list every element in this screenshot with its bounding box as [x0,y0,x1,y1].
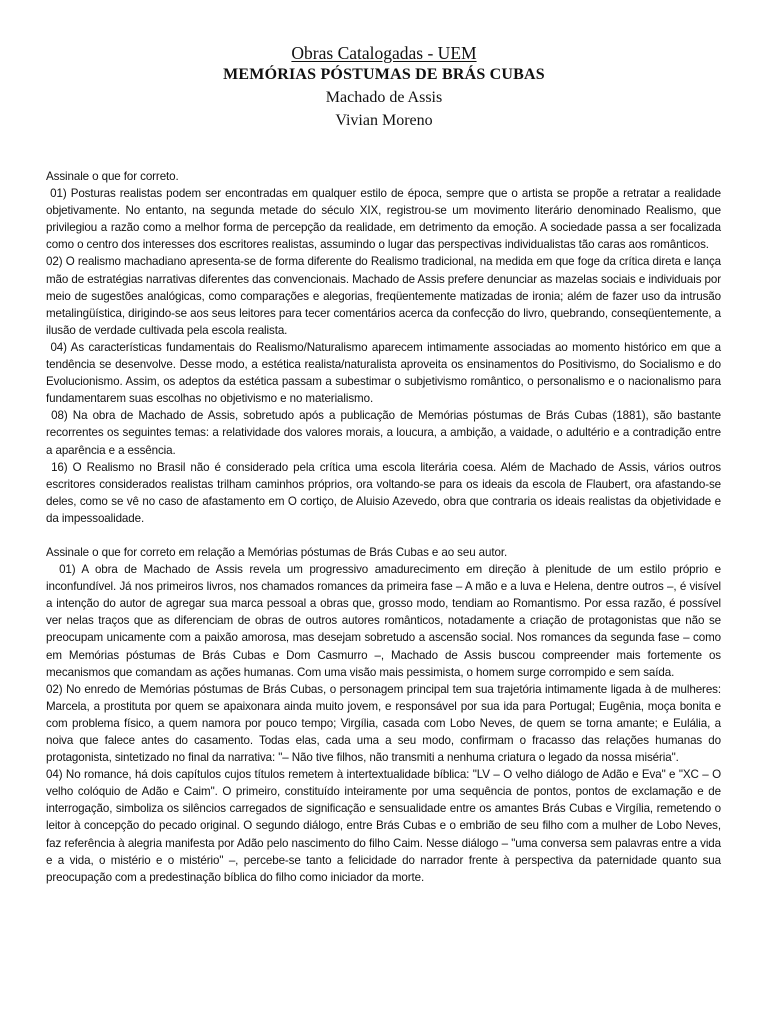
document-body [46,168,725,886]
question-1-prompt: Assinale o que for correto. [46,170,179,183]
question-1-item-08: 08) Na obra de Machado de Assis, sobretudo após a publicação de Memórias póstumas de Brás Cubas (1881), são bastante recorrentes os seguintes temas: a relatividade dos valores morais, a loucura, a ambição, a vaidade, o adultério e a contradição entre a aparência e a essência. [46,409,725,457]
question-1-item-16: 16) O Realismo no Brasil não é considerado pela crítica uma escola literária coesa. Além de Machado de Assis, vários outros escritores considerados realistas trilham caminhos próprios, ora voltando-se para os ideais da escola de Flaubert, ora afastando-se deles, como se vê no caso de afastamento em O cortiço, de Aluisio Azevedo, obra que contraria os ideais realistas da objetividade e da impessoalidade. [46,460,725,525]
question-2-item-01: 01) A obra de Machado de Assis revela um progressivo amadurecimento em direção à plenitude de um estilo próprio e inconfundível. Já nos primeiros livros, nos chamados romances da primeira fase – A mão e a luva e Helena, dentre outros –, é visível a intenção do autor de agregar sua marca pessoal a obras que, grosso modo, tendiam ao Romantismo. Por essa razão, é possível ver nelas traços que as diferenciam de obras de outros autores românticos, notadamente a criação de protagonistas que não se preocupam unicamente com a paixão amorosa, mas desejam sobretudo a ascensão social. Nos romances da segunda fase – como em Memórias póstumas de Brás Cubas e Dom Casmurro –, Machado de Assis buscou compreender mais fortemente os mecanismos que comandam as ações humanas. Com uma visão mais pessimista, o homem surge corrompido e sem saída. [46,563,725,679]
document-header [0,42,768,132]
question-1-item-01: 01) Posturas realistas podem ser encontradas em qualquer estilo de época, sempre que o artista se propõe a retratar a realidade objetivamente. No entanto, na segunda metade do século XIX, registrou-se um movimento literário denominado Realismo, que privilegiou a razão como a melhor forma de percepção da realidade, em detrimento da emoção. A sociedade passa a ser focalizada como o centro dos interesses dos escritores realistas, assumindo o lugar das perspectivas individualistas tão caras aos românticos. [46,187,725,252]
question-1-item-04: 04) As características fundamentais do Realismo/Naturalismo aparecem intimamente associadas ao momento histórico em que a tendência se desenvolve. Desse modo, a estética realista/naturalista aproveita os ensinamentos do Positivismo, do Socialismo e do Evolucionismo. Assim, os adeptos da estética passam a subestimar o subjetivismo romântico, o personalismo e o nacionalismo para fundamentarem suas escolhas no objetivismo e no materialismo. [46,340,725,406]
question-2 [46,544,725,886]
question-2-item-02: 02) No enredo de Memórias póstumas de Brás Cubas, o personagem principal tem sua trajetória intimamente ligada à de mulheres: Marcela, a prostituta por quem se apaixonara ainda muito jovem, e responsável por sua ida para Portugal; Eugênia, moça bonita e com problema físico, a quem namora por pouco tempo; Virgília, casada com Lobo Neves, de quem se torna amante; e Eulália, a noiva que falece antes do casamento. Todas elas, cada uma a seu modo, confirmam o fracasso das relações humanas do protagonista, sintetizado no final da narrativa: "– Não tive filhos, não transmiti a nenhuma criatura o legado da nossa miséria". [46,682,721,765]
question-1-item-02: 02) O realismo machadiano apresenta-se de forma diferente do Realismo tradicional, na medida em que foge da crítica direta e lança mão de estratégias narrativas diferentes das convencionais. Machado de Assis prefere denunciar as mazelas sociais e individuais por meio de sugestões analógicas, como comparações e alegorias, freqüentemente matizadas de ironia; além de fazer uso da intrusão metalingüística, dirigindo-se aos seus leitores para tecer comentários acerca da confecção do livro, quebrando, conseqüentemente, a ilusão de verdade cultivada pela escola realista. [46,255,721,337]
header-compiler: Vivian Moreno [335,112,433,129]
section-spacer [46,527,721,544]
question-1 [46,168,725,527]
header-author: Machado de Assis [325,89,443,106]
question-2-item-04: 04) No romance, há dois capítulos cujos títulos remetem à intertextualidade bíblica: "LV – O velho diálogo de Adão e Eva" e "XC – O velho colóquio de Adão e Caim". O primeiro, constituído inteiramente por uma sequência de pontos, pontos de exclamação e de interrogação, simboliza os silêncios carregados de significação e sensualidade entre os amantes Brás Cubas e Virgília, remetendo o leitor à concepção do pecado original. O segundo diálogo, entre Brás Cubas e o embrião de seu filho com a mulher de Lobo Neves, faz referência à alegria manifesta por Adão pelo nascimento do filho Caim. Nesse diálogo – "uma conversa sem palavras entre a vida e a vida, o mistério e o mistério" –, percebe-se tanto a felicidade do narrador frente à perspectiva da paternidade quanto sua preocupação com a predestinação bíblica do filho como iniciador da morte. [46,768,721,884]
header-collection-title: Obras Catalogadas - UEM [291,43,477,63]
question-2-prompt: Assinale o que for correto em relação a Memórias póstumas de Brás Cubas e ao seu autor. [46,545,508,559]
header-book-title: MEMÓRIAS PÓSTUMAS DE BRÁS CUBAS [223,66,545,83]
